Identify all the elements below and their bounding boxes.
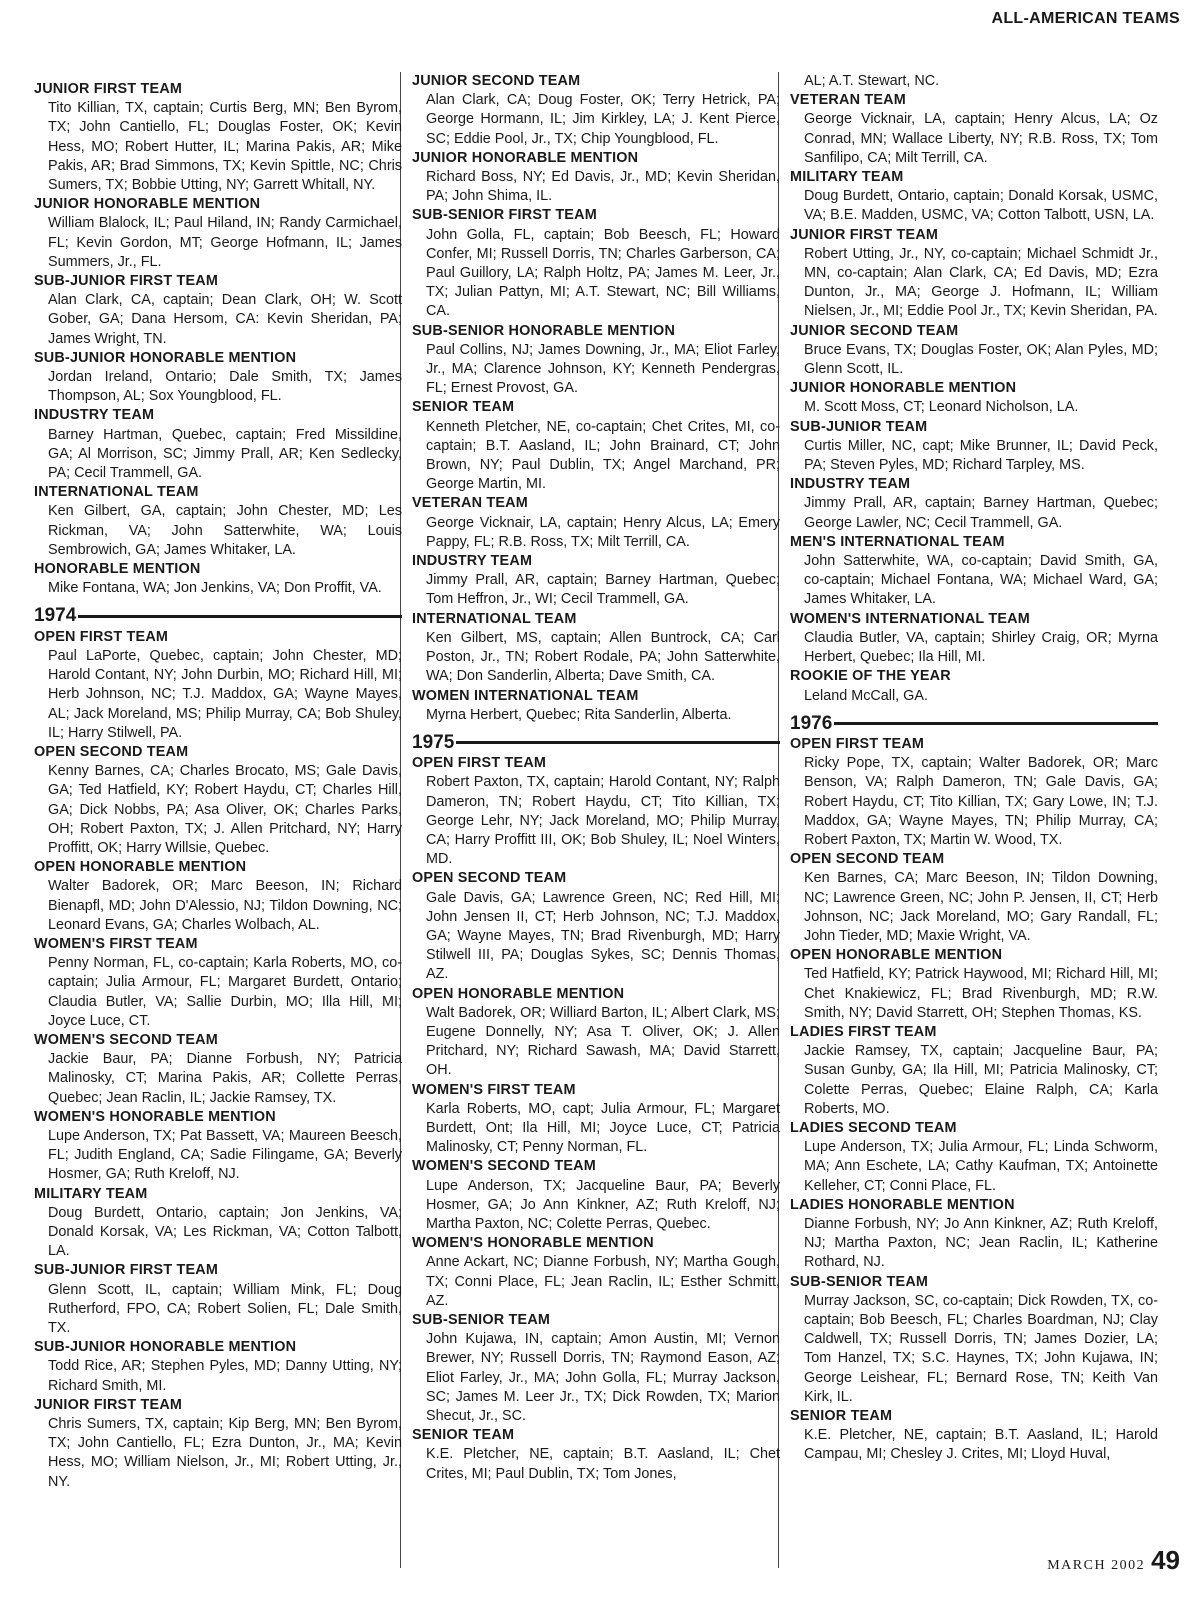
- section-heading: WOMEN INTERNATIONAL TEAM: [412, 687, 639, 704]
- roster-text: Penny Norman, FL, co-captain; Karla Roberts, MO, co-captain; Julia Armour, FL; Margaret Burdett, Ontario; Claudia Butler, VA; Sallie Durbin, MO; Illa Hill, MI; Joyce Luce, CT.: [48, 955, 402, 1029]
- roster-text: M. Scott Moss, CT; Leonard Nicholson, LA.: [804, 399, 1079, 416]
- roster-text: Myrna Herbert, Quebec; Rita Sanderlin, Alberta.: [426, 706, 732, 723]
- section-heading: OPEN FIRST TEAM: [790, 735, 925, 752]
- section-heading: INDUSTRY TEAM: [790, 476, 911, 493]
- roster-text: Ted Hatfield, KY; Patrick Haywood, MI; Richard Hill, MI; Chet Knakiewicz, FL; Brad Rivenburgh, MD; R.W. Smith, NY; David Starrett, OH; Stephen Thomas, KS.: [804, 966, 1158, 1021]
- section-heading: OPEN HONORABLE MENTION: [790, 947, 1003, 964]
- roster-text: Lupe Anderson, TX; Julia Armour, FL; Linda Schworm, MA; Ann Eschete, LA; Cathy Kaufman, TX; Antoinette Kelleher, CT; Conni Place, FL.: [804, 1139, 1158, 1194]
- roster-text: Chris Sumers, TX, captain; Kip Berg, MN; Ben Byrom, TX; John Cantiello, FL; Ezra Dunton, Jr., MA; Kevin Hess, MO; William Nielson, Jr., MI; Robert Utting, Jr., NY.: [48, 1416, 402, 1490]
- section-heading: SUB-SENIOR TEAM: [790, 1273, 929, 1290]
- roster-text: George Vicknair, LA, captain; Henry Alcus, LA; Emery Pappy, FL; R.B. Ross, TX; Milt Terrill, CA.: [426, 514, 780, 550]
- year-rule: [834, 722, 1158, 725]
- roster-text: Ken Gilbert, GA, captain; John Chester, MD; Les Rickman, VA; John Satterwhite, WA; Louis Sembrowich, GA; James Whitaker, LA.: [48, 503, 402, 558]
- roster-text: Walter Badorek, OR; Marc Beeson, IN; Richard Bienapfl, MD; John D'Alessio, NJ; Tildon Downing, NC; Leonard Evans, GA; Charles Wolbach, AL.: [48, 878, 402, 933]
- section-heading: INTERNATIONAL TEAM: [412, 610, 577, 627]
- section-heading: JUNIOR HONORABLE MENTION: [412, 149, 639, 166]
- roster-text: Curtis Miller, NC, capt; Mike Brunner, IL; David Peck, PA; Steven Pyles, MD; Richard Tarpley, MS.: [804, 437, 1158, 474]
- roster-continuation: AL; A.T. Stewart, NC.: [804, 73, 940, 89]
- roster-text: Glenn Scott, IL, captain; William Mink, FL; Doug Rutherford, FPO, CA; Robert Solien, FL; Dale Smith, TX.: [48, 1281, 402, 1336]
- roster-text: Anne Ackart, NC; Dianne Forbush, NY; Martha Gough, TX; Conni Place, FL; Jean Raclin, IL; Esther Schmitt, AZ.: [426, 1254, 780, 1309]
- roster-text: Lupe Anderson, TX; Jacqueline Baur, PA; Beverly Hosmer, GA; Jo Ann Kinkner, AZ; Ruth Kreloff, NJ; Martha Paxton, NC; Colette Perras, Quebec.: [426, 1177, 780, 1232]
- section-heading: WOMEN'S INTERNATIONAL TEAM: [790, 610, 1030, 627]
- roster-text: Doug Burdett, Ontario, captain; Jon Jenkins, VA; Donald Korsak, VA; Les Rickman, VA; Cotton Talbott, LA.: [48, 1204, 402, 1260]
- section-heading: JUNIOR SECOND TEAM: [790, 322, 959, 339]
- roster-text: Paul LaPorte, Quebec, captain; John Chester, MD; Harold Contant, NY; John Durbin, MO; Richard Hill, MI; Herb Johnson, NC; T.J. Maddox, GA; Wayne Mayes, AL; Jack Moreland, MS; Philip Murray, CA; Bob Shuley, IL; Harry Stilwell, PA.: [48, 647, 402, 741]
- section-heading: JUNIOR HONORABLE MENTION: [34, 196, 261, 213]
- page-number: 49: [1151, 1545, 1180, 1575]
- section-heading: SUB-JUNIOR HONORABLE MENTION: [34, 1339, 297, 1356]
- roster-text: Lupe Anderson, TX; Pat Bassett, VA; Maureen Beesch, FL; Judith England, CA; Sadie Filingame, GA; Beverly Hosmer, GA; Ruth Kreloff, NJ.: [48, 1127, 402, 1183]
- section-heading: OPEN HONORABLE MENTION: [34, 859, 247, 876]
- section-heading: HONORABLE MENTION: [34, 561, 201, 578]
- section-heading: SUB-JUNIOR HONORABLE MENTION: [34, 349, 297, 366]
- section-heading: ROOKIE OF THE YEAR: [790, 668, 951, 685]
- year-rule: [78, 615, 402, 618]
- section-heading: OPEN FIRST TEAM: [34, 628, 169, 645]
- roster-text: Barney Hartman, Quebec, captain; Fred Missildine, GA; Al Morrison, SC; Jimmy Prall, AR; Ken Sedlecky, PA; Cecil Trammell, GA.: [48, 426, 402, 482]
- roster-text: Robert Paxton, TX, captain; Harold Contant, NY; Ralph Dameron, TN; Robert Haydu, CT; Tito Killian, TX; George Lehr, NY; Jack Moreland, MO; Philip Murray, CA; Harry Proffitt III, OK; Bob Shuley, IL; Noel Winters, MD.: [426, 774, 780, 868]
- year-header: [34, 606, 402, 625]
- roster-text: Bruce Evans, TX; Douglas Foster, OK; Alan Pyles, MD; Glenn Scott, IL.: [804, 341, 1158, 378]
- roster-text: Robert Utting, Jr., NY, co-captain; Michael Schmidt Jr., MN, co-captain; Alan Clark, CA; Ed Davis, MD; Ezra Dunton, Jr., MA; George J. Hofmann, IL; William Nielsen, Jr., MI; Eddie Pool Jr., TX; Kevin Sheridan, PA.: [804, 245, 1158, 320]
- running-head: ALL-AMERICAN TEAMS: [991, 10, 1180, 27]
- section-heading: LADIES HONORABLE MENTION: [790, 1196, 1015, 1213]
- roster-text: Jordan Ireland, Ontario; Dale Smith, TX; James Thompson, AL; Sox Youngblood, FL.: [48, 369, 402, 405]
- section-heading: LADIES FIRST TEAM: [790, 1023, 937, 1040]
- roster-text: Doug Burdett, Ontario, captain; Donald Korsak, USMC, VA; B.E. Madden, USMC, VA; Cotton Talbott, USN, LA.: [804, 188, 1158, 224]
- section-heading: WOMEN'S FIRST TEAM: [34, 935, 198, 952]
- roster-text: Alan Clark, CA, captain; Dean Clark, OH; W. Scott Gober, GA; Dana Hersom, CA: Kevin Sheridan, PA; James Wright, TN.: [48, 292, 402, 347]
- roster-text: Ricky Pope, TX, captain; Walter Badorek, OR; Marc Benson, VA; Ralph Dameron, TN; Gale Davis, GA; Robert Haydu, CT; Tito Killian, TX; Gary Lowe, IN; T.J. Maddox, GA; Wayne Mayes, TN; Philip Murray, CA; Robert Paxton, TX; Martin W. Wood, TX.: [804, 755, 1158, 848]
- section-heading: SUB-SENIOR HONORABLE MENTION: [412, 322, 676, 339]
- roster-text: Murray Jackson, SC, co-captain; Dick Rowden, TX, co-captain; Bob Beesch, FL; Charles Boardman, NJ; Clay Caldwell, TX; Russell Dorris, TN; James Dozier, LA; Tom Hanzel, TX; S.C. Haynes, TX; John Kujawa, IN; George Leishear, FL; Bernard Rose, TN; Keith Van Kirk, IL.: [804, 1292, 1158, 1405]
- section-heading: OPEN SECOND TEAM: [412, 870, 567, 887]
- section-heading: OPEN SECOND TEAM: [34, 743, 189, 760]
- roster-text: John Satterwhite, WA, co-captain; David Smith, GA, co-captain; Michael Fontana, WA; Michael Ward, GA; James Whitaker, LA.: [804, 553, 1158, 608]
- roster-text: Jackie Ramsey, TX, captain; Jacqueline Baur, PA; Susan Gunby, GA; Ila Hill, MI; Patricia Malinosky, CT; Colette Perras, Quebec; Elaine Ralph, CA; Karla Roberts, MO.: [804, 1043, 1158, 1117]
- section-heading: JUNIOR HONORABLE MENTION: [790, 380, 1017, 397]
- section-heading: OPEN HONORABLE MENTION: [412, 985, 625, 1002]
- roster-text: Claudia Butler, VA, captain; Shirley Craig, OR; Myrna Herbert, Quebec; Ila Hill, MI.: [804, 629, 1158, 666]
- section-heading: SUB-JUNIOR FIRST TEAM: [34, 273, 219, 290]
- column-1: [34, 80, 402, 1492]
- roster-text: George Vicknair, LA, captain; Henry Alcus, LA; Oz Conrad, MN; Wallace Liberty, NY; R.B. Ross, TX; Tom Sanfilipo, CA; Milt Terrill, CA.: [804, 111, 1158, 166]
- section-heading: MILITARY TEAM: [34, 1185, 148, 1202]
- section-heading: SUB-SENIOR FIRST TEAM: [412, 207, 597, 224]
- roster-text: Dianne Forbush, NY; Jo Ann Kinkner, AZ; Ruth Kreloff, NJ; Martha Paxton, NC; Jean Raclin, IL; Katherine Rothard, NJ.: [804, 1215, 1158, 1271]
- roster-text: K.E. Pletcher, NE, captain; B.T. Aasland, IL; Harold Campau, MI; Chesley J. Crites, MI; Lloyd Huval,: [804, 1427, 1158, 1463]
- section-heading: OPEN SECOND TEAM: [790, 851, 945, 868]
- roster-text: Ken Gilbert, MS, captain; Allen Buntrock, CA; Carl Poston, Jr., TN; Robert Rodale, PA; John Satterwhite, WA; Don Sanderlin, Alberta; Dave Smith, CA.: [426, 629, 780, 685]
- section-heading: WOMEN'S SECOND TEAM: [34, 1031, 218, 1048]
- column-2: [412, 72, 780, 1484]
- section-heading: OPEN FIRST TEAM: [412, 755, 547, 772]
- roster-text: Walt Badorek, OR; Williard Barton, IL; Albert Clark, MS; Eugene Donnelly, NY; Asa T. Oliver, OK; J. Allen Pritchard, NY; Richard Sawash, MA; David Starrett, OH.: [426, 1004, 780, 1079]
- section-heading: INTERNATIONAL TEAM: [34, 484, 199, 501]
- section-heading: WOMEN'S HONORABLE MENTION: [412, 1235, 654, 1252]
- section-heading: SUB-JUNIOR TEAM: [790, 418, 928, 435]
- year-label: 1975: [412, 731, 455, 753]
- roster-text: John Kujawa, IN, captain; Amon Austin, MI; Vernon Brewer, NY; Russell Dorris, TN; Raymond Eason, AZ; Eliot Farley, Jr., MA; John Golla, FL; Murray Jackson, SC; James M. Leer Jr., TX; Dick Rowden, TX; Marion Shecut, Jr., SC.: [426, 1331, 780, 1425]
- section-heading: WOMEN'S HONORABLE MENTION: [34, 1108, 276, 1125]
- section-heading: WOMEN'S SECOND TEAM: [412, 1158, 596, 1175]
- roster-text: Ken Barnes, CA; Marc Beeson, IN; Tildon Downing, NC; Lawrence Green, NC; John P. Jensen, II, CT; Herb Johnson, NC; Jack Moreland, MO; Gary Randall, FL; John Tieder, MD; Maxie Wright, VA.: [804, 870, 1158, 944]
- section-heading: JUNIOR FIRST TEAM: [790, 226, 939, 243]
- year-label: 1974: [34, 605, 77, 627]
- roster-text: William Blalock, IL; Paul Hiland, IN; Randy Carmichael, FL; Kevin Gordon, MT; George Hofmann, IL; James Summers, Jr., FL.: [48, 215, 402, 270]
- year-header: [790, 714, 1158, 733]
- roster-text: Tito Killian, TX, captain; Curtis Berg, MN; Ben Byrom, TX; John Cantiello, FL; Douglas Foster, OK; Kevin Hess, MO; Robert Hutter, IL; Marina Pakis, AR; Mike Pakis, AR; Brad Simmons, TX; Kevin Spittle, NC; Chris Sumers, TX; Bobbie Utting, NY; Garrett Whitall, NY.: [48, 100, 402, 194]
- roster-text: Leland McCall, GA.: [804, 687, 928, 704]
- issue-date: MARCH 2002: [1047, 1558, 1146, 1573]
- section-heading: MILITARY TEAM: [790, 169, 904, 186]
- roster-text: Gale Davis, GA; Lawrence Green, NC; Red Hill, MI; John Jensen II, CT; Herb Johnson, NC; T.J. Maddox, GA; Wayne Mayes, TN; Brad Rivenburgh, MD; Harry Stilwell III, PA; Douglas Sykes, SC; Dennis Thomas, AZ.: [426, 889, 780, 983]
- roster-text: John Golla, FL, captain; Bob Beesch, FL; Howard Confer, MI; Russell Dorris, TN; Charles Garberson, CA; Paul Guillory, LA; Ralph Holtz, PA; James M. Leer, Jr., TX; Julian Pattyn, MI; A.T. Stewart, NC; Bill Williams, CA.: [426, 226, 780, 320]
- section-heading: VETERAN TEAM: [790, 92, 906, 109]
- roster-text: Jackie Baur, PA; Dianne Forbush, NY; Patricia Malinosky, CT; Marina Pakis, AR; Collette Perras, Quebec; Jean Raclin, IL; Jackie Ramsey, TX.: [48, 1051, 402, 1106]
- roster-text: K.E. Pletcher, NE, captain; B.T. Aasland, IL; Chet Crites, MI; Paul Dublin, TX; Tom Jones,: [426, 1446, 780, 1482]
- year-header: [412, 733, 780, 752]
- section-heading: INDUSTRY TEAM: [34, 407, 155, 424]
- section-heading: SUB-SENIOR TEAM: [412, 1312, 551, 1328]
- roster-text: Jimmy Prall, AR, captain; Barney Hartman, Quebec; George Lawler, NC; Cecil Trammell, GA.: [804, 495, 1158, 531]
- roster-text: Mike Fontana, WA; Jon Jenkins, VA; Don Proffit, VA.: [48, 580, 382, 597]
- column-3: [790, 72, 1158, 1465]
- page-footer: [1047, 1545, 1180, 1576]
- section-heading: MEN'S INTERNATIONAL TEAM: [790, 533, 1005, 550]
- section-heading: INDUSTRY TEAM: [412, 553, 533, 570]
- section-heading: JUNIOR SECOND TEAM: [412, 73, 581, 89]
- roster-text: Kenny Barnes, CA; Charles Brocato, MS; Gale Davis, GA; Ted Hatfield, KY; Robert Haydu, CT; Charles Hill, GA; Dick Nobbs, PA; Asa Oliver, OK; Charles Parks, OH; Robert Paxton, TX; J. Allen Pritchard, NY; Harry Proffitt, OK; Harry Willsie, Quebec.: [48, 763, 402, 856]
- section-heading: JUNIOR FIRST TEAM: [34, 1396, 183, 1413]
- section-heading: WOMEN'S FIRST TEAM: [412, 1081, 576, 1098]
- section-heading: LADIES SECOND TEAM: [790, 1119, 957, 1136]
- section-heading: SENIOR TEAM: [412, 399, 515, 416]
- roster-text: Richard Boss, NY; Ed Davis, Jr., MD; Kevin Sheridan, PA; John Shima, IL.: [426, 169, 780, 205]
- roster-text: Todd Rice, AR; Stephen Pyles, MD; Danny Utting, NY; Richard Smith, MI.: [48, 1358, 402, 1394]
- roster-text: Alan Clark, CA; Doug Foster, OK; Terry Hetrick, PA; George Hormann, IL; Jim Kirkley, LA; J. Kent Pierce, SC; Eddie Pool, Jr., TX; Chip Youngblood, FL.: [426, 92, 780, 147]
- section-heading: SENIOR TEAM: [412, 1427, 515, 1444]
- section-heading: SUB-JUNIOR FIRST TEAM: [34, 1262, 219, 1279]
- year-rule: [456, 741, 780, 744]
- roster-text: Jimmy Prall, AR, captain; Barney Hartman, Quebec; Tom Heffron, Jr., WI; Cecil Trammell, GA.: [426, 572, 780, 608]
- section-heading: JUNIOR FIRST TEAM: [34, 81, 183, 97]
- roster-text: Paul Collins, NJ; James Downing, Jr., MA; Eliot Farley, Jr., MA; Clarence Johnson, KY; Kenneth Pendergras, FL; Ernest Provost, GA.: [426, 341, 780, 397]
- section-heading: SENIOR TEAM: [790, 1408, 893, 1425]
- section-heading: VETERAN TEAM: [412, 495, 528, 512]
- roster-text: Kenneth Pletcher, NE, co-captain; Chet Crites, MI, co-captain; B.T. Aasland, IL; John Brainard, CT; John Brown, NY; Paul Dublin, TX; Angel Marchand, PR; George Martin, MI.: [426, 418, 780, 493]
- roster-text: Karla Roberts, MO, capt; Julia Armour, FL; Margaret Burdett, Ont; Ila Hill, MI; Joyce Luce, CT; Patricia Malinosky, CT; Penny Norman, FL.: [426, 1100, 780, 1156]
- year-label: 1976: [790, 712, 833, 734]
